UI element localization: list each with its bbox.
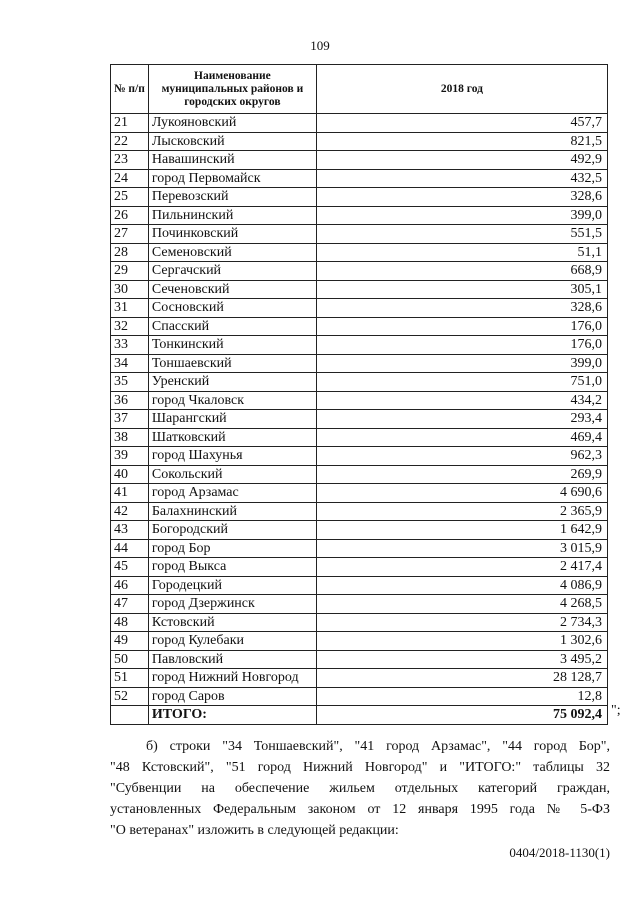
paragraph-line-3: "Субвенции на обеспечение жильем отдельных категорий граждан, bbox=[110, 781, 610, 796]
table-row bbox=[111, 521, 608, 540]
amendment-paragraph bbox=[110, 736, 610, 841]
page-number: 109 bbox=[310, 38, 330, 53]
row-value: 12,8 bbox=[316, 687, 607, 706]
row-name: Лысковский bbox=[148, 132, 316, 151]
row-name: город Арзамас bbox=[148, 484, 316, 503]
table-row bbox=[111, 373, 608, 392]
table-row bbox=[111, 613, 608, 632]
row-name: Балахнинский bbox=[148, 502, 316, 521]
row-value: 4 690,6 bbox=[316, 484, 607, 503]
row-value: 962,3 bbox=[316, 447, 607, 466]
row-num: 21 bbox=[111, 114, 149, 133]
row-num: 37 bbox=[111, 410, 149, 429]
row-value: 399,0 bbox=[316, 206, 607, 225]
row-name: город Нижний Новгород bbox=[148, 669, 316, 688]
row-name: Уренский bbox=[148, 373, 316, 392]
row-name: Тоншаевский bbox=[148, 354, 316, 373]
row-name: город Дзержинск bbox=[148, 595, 316, 614]
row-name: Навашинский bbox=[148, 151, 316, 170]
header-year: 2018 год bbox=[316, 65, 607, 114]
row-num: 43 bbox=[111, 521, 149, 540]
row-name: Богородский bbox=[148, 521, 316, 540]
row-value: 399,0 bbox=[316, 354, 607, 373]
row-num: 26 bbox=[111, 206, 149, 225]
row-num: 42 bbox=[111, 502, 149, 521]
table-row bbox=[111, 225, 608, 244]
row-name: Кстовский bbox=[148, 613, 316, 632]
table-row bbox=[111, 595, 608, 614]
table-row bbox=[111, 132, 608, 151]
row-value: 492,9 bbox=[316, 151, 607, 170]
row-name: Шарангский bbox=[148, 410, 316, 429]
row-num: 32 bbox=[111, 317, 149, 336]
table-row bbox=[111, 188, 608, 207]
row-value: 328,6 bbox=[316, 299, 607, 318]
row-name: город Саров bbox=[148, 687, 316, 706]
table-row bbox=[111, 410, 608, 429]
row-value: 1 302,6 bbox=[316, 632, 607, 651]
row-name: Лукояновский bbox=[148, 114, 316, 133]
row-value: 269,9 bbox=[316, 465, 607, 484]
row-num: 50 bbox=[111, 650, 149, 669]
row-value: 434,2 bbox=[316, 391, 607, 410]
row-name: Городецкий bbox=[148, 576, 316, 595]
row-name: Сокольский bbox=[148, 465, 316, 484]
table-row bbox=[111, 169, 608, 188]
row-num: 22 bbox=[111, 132, 149, 151]
row-value: 751,0 bbox=[316, 373, 607, 392]
row-name: город Чкаловск bbox=[148, 391, 316, 410]
row-value: 2 417,4 bbox=[316, 558, 607, 577]
row-name: Починковский bbox=[148, 225, 316, 244]
row-num: 30 bbox=[111, 280, 149, 299]
row-num: 40 bbox=[111, 465, 149, 484]
table-row bbox=[111, 206, 608, 225]
row-value: 328,6 bbox=[316, 188, 607, 207]
total-num-cell bbox=[111, 706, 149, 725]
row-name: Семеновский bbox=[148, 243, 316, 262]
row-name: город Выкса bbox=[148, 558, 316, 577]
row-value: 176,0 bbox=[316, 336, 607, 355]
total-row bbox=[111, 706, 608, 725]
row-num: 25 bbox=[111, 188, 149, 207]
paragraph-line-5: "О ветеранах" изложить в следующей редакции: bbox=[110, 823, 399, 838]
row-value: 2 365,9 bbox=[316, 502, 607, 521]
row-num: 35 bbox=[111, 373, 149, 392]
row-value: 2 734,3 bbox=[316, 613, 607, 632]
row-num: 24 bbox=[111, 169, 149, 188]
row-value: 176,0 bbox=[316, 317, 607, 336]
subsidy-table bbox=[110, 64, 608, 725]
table-row bbox=[111, 354, 608, 373]
table-row bbox=[111, 391, 608, 410]
total-label: ИТОГО: bbox=[148, 706, 316, 725]
table-row bbox=[111, 243, 608, 262]
row-num: 44 bbox=[111, 539, 149, 558]
row-name: Сосновский bbox=[148, 299, 316, 318]
document-code: 0404/2018-1130(1) bbox=[509, 845, 610, 860]
row-value: 28 128,7 bbox=[316, 669, 607, 688]
row-num: 34 bbox=[111, 354, 149, 373]
row-name: город Шахунья bbox=[148, 447, 316, 466]
row-num: 27 bbox=[111, 225, 149, 244]
row-name: Сергачский bbox=[148, 262, 316, 281]
row-name: Шатковский bbox=[148, 428, 316, 447]
row-value: 821,5 bbox=[316, 132, 607, 151]
row-num: 52 bbox=[111, 687, 149, 706]
table-row bbox=[111, 299, 608, 318]
table-row bbox=[111, 687, 608, 706]
row-name: город Первомайск bbox=[148, 169, 316, 188]
row-num: 39 bbox=[111, 447, 149, 466]
row-value: 51,1 bbox=[316, 243, 607, 262]
row-value: 457,7 bbox=[316, 114, 607, 133]
closing-quote: "; bbox=[611, 703, 621, 718]
header-num: № п/п bbox=[111, 65, 149, 114]
row-name: город Бор bbox=[148, 539, 316, 558]
row-num: 49 bbox=[111, 632, 149, 651]
row-num: 46 bbox=[111, 576, 149, 595]
table-row bbox=[111, 484, 608, 503]
table-row bbox=[111, 114, 608, 133]
table-row bbox=[111, 558, 608, 577]
row-num: 45 bbox=[111, 558, 149, 577]
row-name: Пильнинский bbox=[148, 206, 316, 225]
row-value: 3 015,9 bbox=[316, 539, 607, 558]
paragraph-line-2: "48 Кстовский", "51 город Нижний Новгород" и "ИТОГО:" таблицы 32 bbox=[110, 760, 610, 775]
table-row bbox=[111, 317, 608, 336]
row-name: Павловский bbox=[148, 650, 316, 669]
row-num: 23 bbox=[111, 151, 149, 170]
row-value: 432,5 bbox=[316, 169, 607, 188]
paragraph-line-4: установленных Федеральным законом от 12 января 1995 года № 5-ФЗ bbox=[110, 802, 610, 817]
row-num: 41 bbox=[111, 484, 149, 503]
row-name: Спасский bbox=[148, 317, 316, 336]
table-row bbox=[111, 576, 608, 595]
row-name: город Кулебаки bbox=[148, 632, 316, 651]
table-row bbox=[111, 447, 608, 466]
table-row bbox=[111, 262, 608, 281]
row-name: Сеченовский bbox=[148, 280, 316, 299]
row-value: 668,9 bbox=[316, 262, 607, 281]
table-row bbox=[111, 650, 608, 669]
row-value: 293,4 bbox=[316, 410, 607, 429]
table-body bbox=[111, 114, 608, 706]
row-value: 4 268,5 bbox=[316, 595, 607, 614]
row-value: 4 086,9 bbox=[316, 576, 607, 595]
row-num: 29 bbox=[111, 262, 149, 281]
row-num: 33 bbox=[111, 336, 149, 355]
table-row bbox=[111, 428, 608, 447]
table-row bbox=[111, 502, 608, 521]
table-row bbox=[111, 632, 608, 651]
header-name: Наименование муниципальных районов и городских округов bbox=[148, 65, 316, 114]
row-num: 28 bbox=[111, 243, 149, 262]
row-name: Перевозский bbox=[148, 188, 316, 207]
table-row bbox=[111, 151, 608, 170]
table-row bbox=[111, 465, 608, 484]
row-num: 31 bbox=[111, 299, 149, 318]
row-name: Тонкинский bbox=[148, 336, 316, 355]
table-row bbox=[111, 539, 608, 558]
row-value: 551,5 bbox=[316, 225, 607, 244]
table-row bbox=[111, 336, 608, 355]
table-row bbox=[111, 669, 608, 688]
row-num: 38 bbox=[111, 428, 149, 447]
table-row bbox=[111, 280, 608, 299]
row-value: 1 642,9 bbox=[316, 521, 607, 540]
row-value: 3 495,2 bbox=[316, 650, 607, 669]
table-header-row bbox=[111, 65, 608, 114]
row-value: 469,4 bbox=[316, 428, 607, 447]
row-num: 51 bbox=[111, 669, 149, 688]
row-num: 36 bbox=[111, 391, 149, 410]
paragraph-line-1: б) строки "34 Тоншаевский", "41 город Арзамас", "44 город Бор", bbox=[146, 739, 610, 754]
row-num: 48 bbox=[111, 613, 149, 632]
row-value: 305,1 bbox=[316, 280, 607, 299]
total-value: 75 092,4 bbox=[316, 706, 607, 725]
row-num: 47 bbox=[111, 595, 149, 614]
